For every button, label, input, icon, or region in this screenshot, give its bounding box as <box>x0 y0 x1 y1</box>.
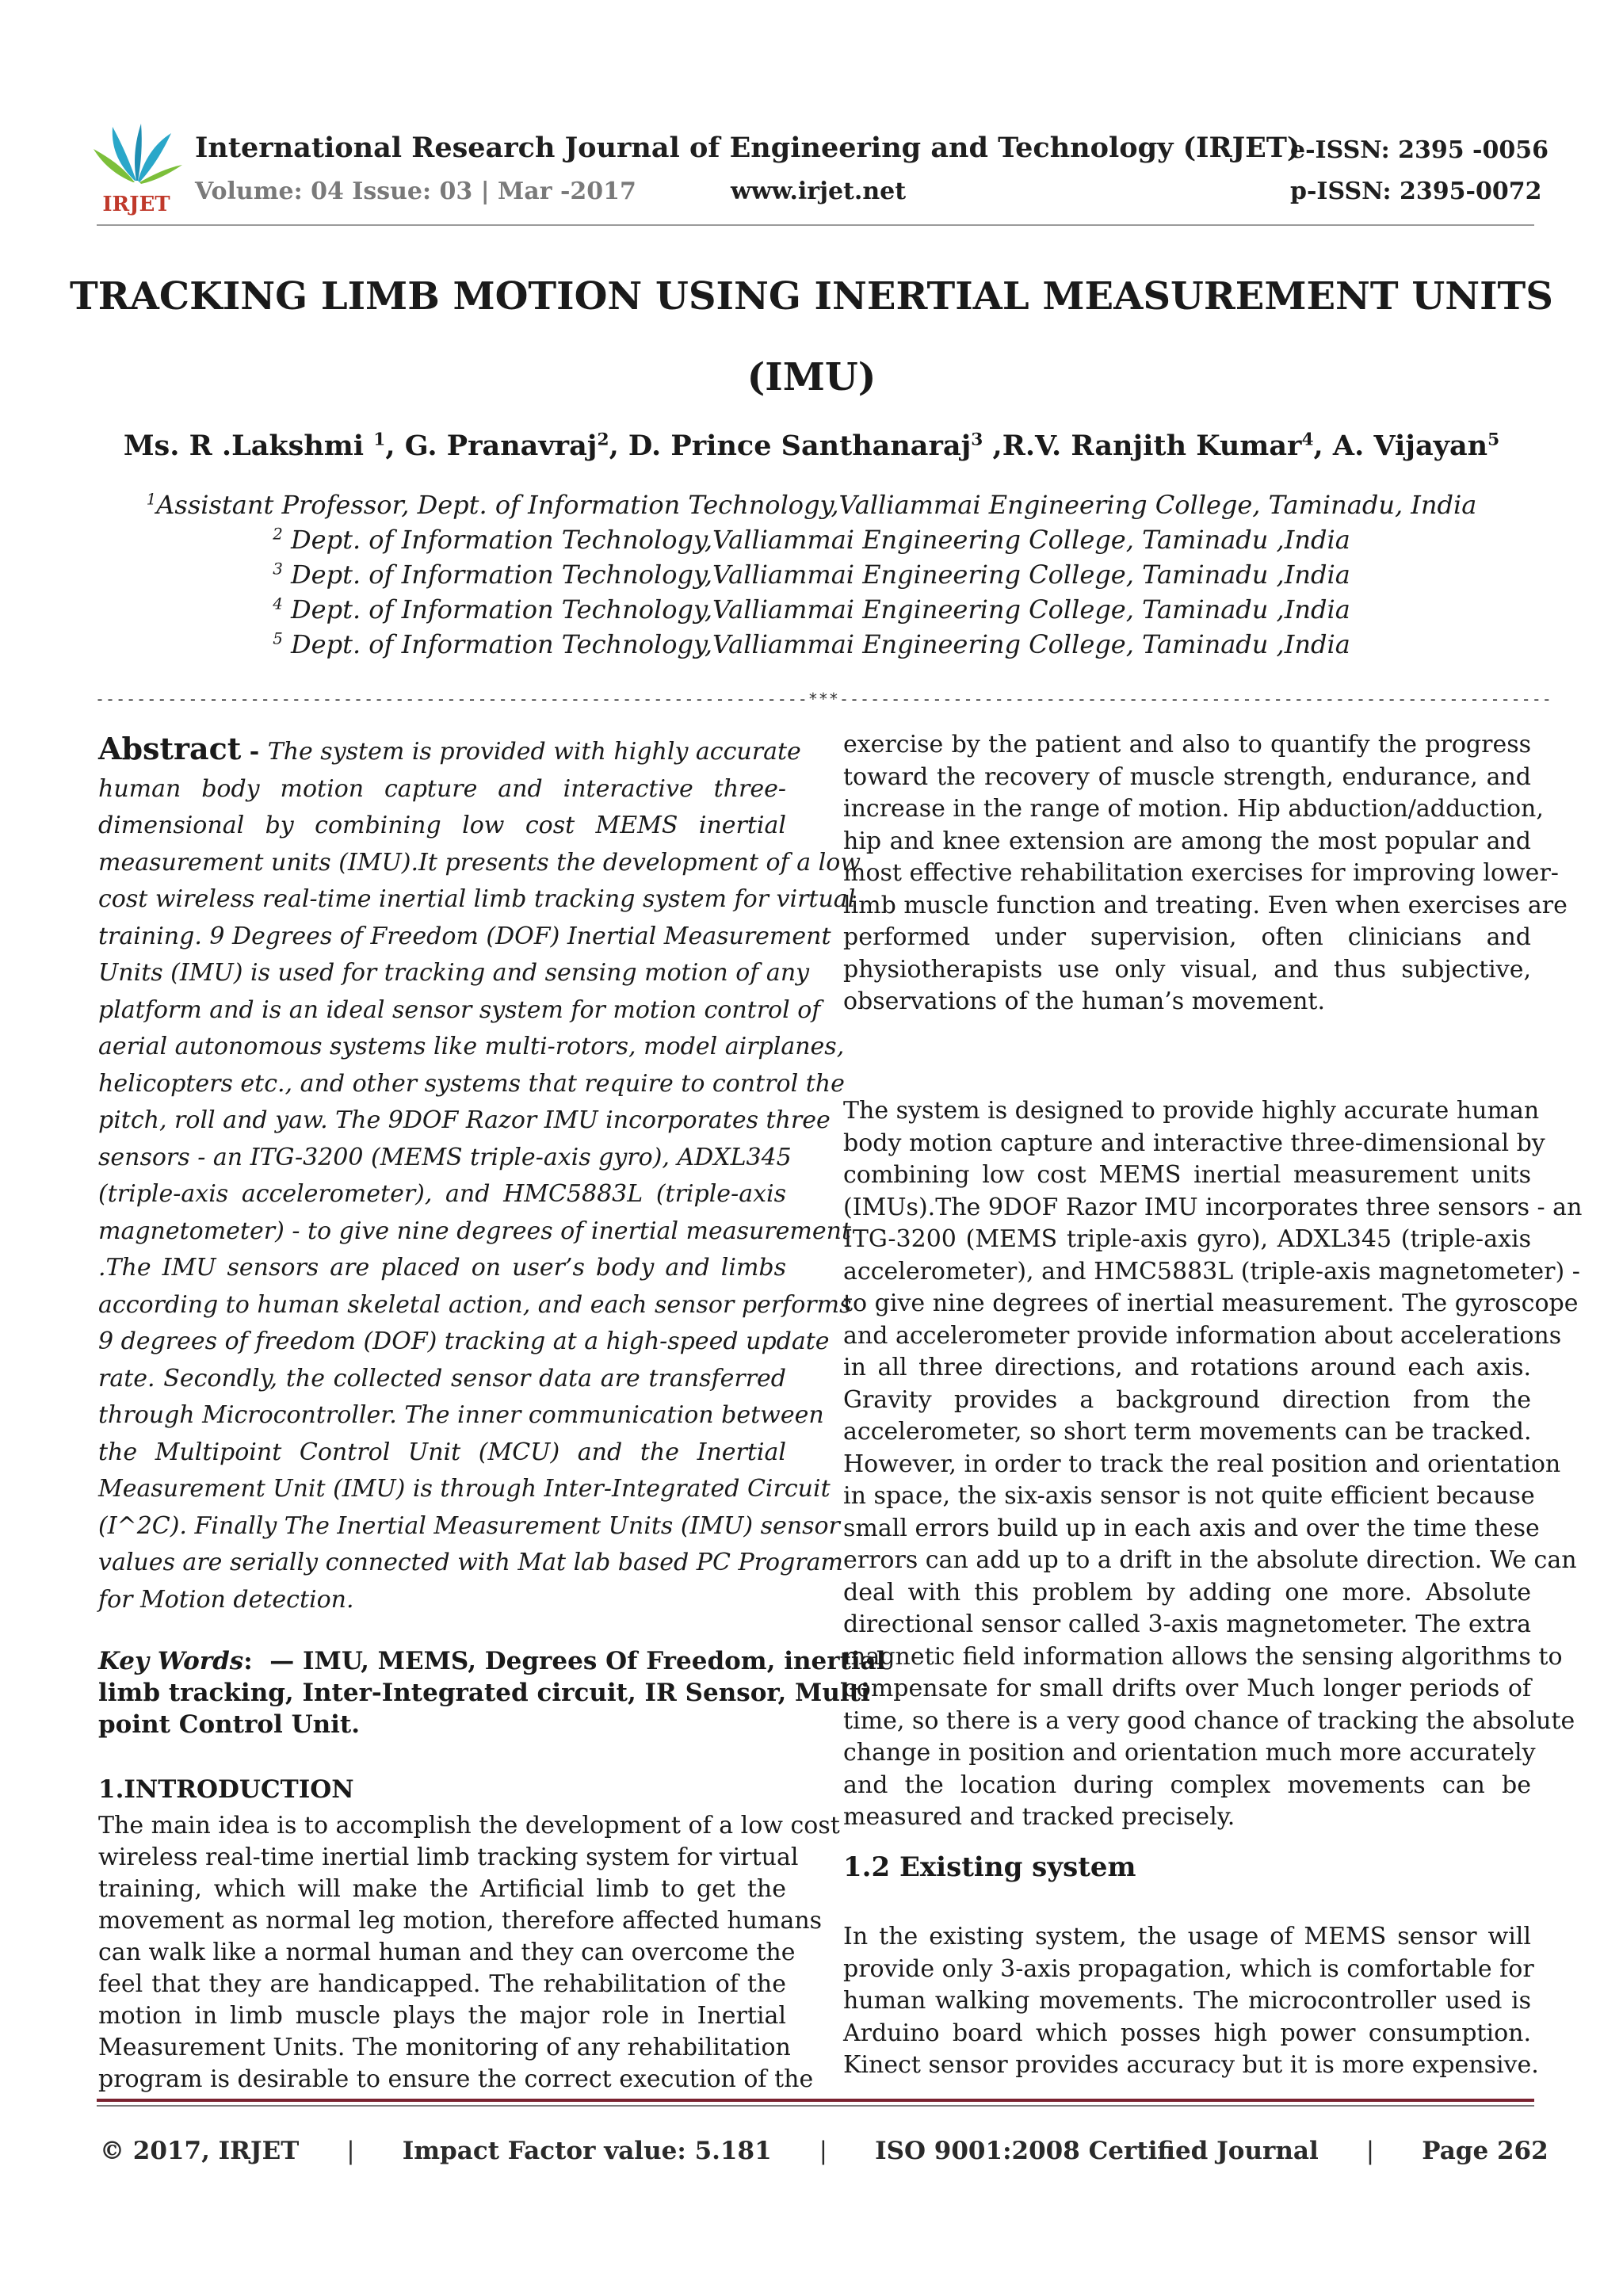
author-list <box>0 430 1623 462</box>
right-para2-line: errors can add up to a drift in the absolute direction. We can <box>843 1546 1577 1574</box>
right-para1-line: observations of the human’s movement. <box>843 988 1326 1015</box>
abstract-line: Units (IMU) is used for tracking and sensing motion of any <box>98 959 810 987</box>
right-para2-line: to give nine degrees of inertial measurement. The gyroscope <box>843 1289 1579 1317</box>
affiliation-5-sup: 5 <box>273 629 283 648</box>
abstract-line: according to human skeletal action, and each sensor performs <box>98 1290 852 1319</box>
volume-issue: Volume: 04 Issue: 03 | Mar -2017 <box>195 178 636 205</box>
right-paragraph-2 <box>843 1095 1583 1834</box>
right-para2-line: Gravity provides a background direction from the <box>843 1385 1531 1414</box>
header-divider <box>97 224 1534 226</box>
journal-name: International Research Journal of Engineering and Technology (IRJET) <box>195 132 1300 164</box>
intro-line: feel that they are handicapped. The rehabilitation of the <box>98 1970 786 1998</box>
right-para2-line: accelerometer), and HMC5883L (triple-axis magnetometer) - <box>843 1257 1580 1286</box>
right-para3-line: provide only 3-axis propagation, which is comfortable for <box>843 1954 1534 1983</box>
affiliation-3-text: Dept. of Information Technology,Valliammai Engineering College, Taminadu ,India <box>282 560 1350 590</box>
abstract-line: (I^2C). Finally The Inertial Measurement Units (IMU) sensor <box>98 1511 840 1540</box>
affiliation-2-sup: 2 <box>273 525 283 544</box>
affiliation-1-text: Assistant Professor, Dept. of Information Technology,Valliammai Engineering College, Taminadu, India <box>156 490 1477 520</box>
abstract-line: cost wireless real-time inertial limb tracking system for virtual <box>98 885 856 913</box>
irjet-logo-icon <box>89 119 184 216</box>
abstract-line: values are serially connected with Mat lab based PC Program <box>98 1549 843 1576</box>
abstract-line: training. 9 Degrees of Freedom (DOF) Inertial Measurement <box>98 922 831 950</box>
affiliation-2-text: Dept. of Information Technology,Valliammai Engineering College, Taminadu ,India <box>282 525 1350 555</box>
footer-separator: | <box>819 2137 828 2165</box>
right-para2-line: and the location during complex movements can be <box>843 1771 1531 1799</box>
affiliation-1-sup: 1 <box>146 490 157 509</box>
abstract-heading: Abstract <box>98 731 242 766</box>
abstract <box>98 731 861 1618</box>
right-para1-line: toward the recovery of muscle strength, endurance, and <box>843 762 1531 791</box>
right-para2-line: The system is designed to provide highly accurate human <box>843 1097 1540 1125</box>
right-para2-line: body motion capture and interactive three-dimensional by <box>843 1129 1545 1157</box>
keywords-line: limb tracking, Inter-Integrated circuit, IR Sensor, Multi <box>98 1679 870 1707</box>
intro-line: program is desirable to ensure the correct execution of the <box>98 2065 814 2093</box>
right-para2-line: accelerometer, so short term movements can be tracked. <box>843 1418 1532 1446</box>
right-para2-line: in all three directions, and rotations around each axis. <box>843 1354 1531 1381</box>
keywords <box>98 1645 886 1740</box>
right-para2-line: magnetic field information allows the sensing algorithms to <box>843 1642 1563 1671</box>
author-4-sup: 4 <box>1301 430 1314 450</box>
right-para3-line: Arduino board which posses high power consumption. <box>843 2019 1531 2047</box>
affiliation-4-text: Dept. of Information Technology,Valliammai Engineering College, Taminadu ,India <box>282 594 1350 625</box>
author-3-sup: 3 <box>971 430 983 450</box>
right-para2-line: However, in order to track the real position and orientation <box>843 1450 1561 1478</box>
author-1-sup: 1 <box>373 430 386 450</box>
right-para2-line: deal with this problem by adding one more. Absolute <box>843 1578 1531 1606</box>
right-para3-line: human walking movements. The microcontroller used is <box>843 1987 1531 2015</box>
intro-line: training, which will make the Artificial limb to get the <box>98 1875 786 1903</box>
intro-line: wireless real-time inertial limb tracking system for virtual <box>98 1843 799 1871</box>
journal-website-link[interactable]: www.irjet.net <box>731 178 907 205</box>
abstract-line: through Microcontroller. The inner communication between <box>98 1401 824 1429</box>
abstract-line: pitch, roll and yaw. The 9DOF Razor IMU incorporates three <box>98 1106 831 1134</box>
right-para2-line: compensate for small drifts over Much longer periods of <box>843 1675 1531 1702</box>
abstract-line: (triple-axis accelerometer), and HMC5883L (triple-axis <box>98 1180 786 1208</box>
author-3: , D. Prince Santhanaraj <box>609 430 972 462</box>
intro-line: movement as normal leg motion, therefore affected humans <box>98 1907 823 1935</box>
right-para1-line: hip and knee extension are among the most popular and <box>843 827 1531 855</box>
intro-line: Measurement Units. The monitoring of any rehabilitation <box>98 2034 791 2061</box>
footer-iso: ISO 9001:2008 Certified Journal <box>875 2137 1319 2165</box>
abstract-line: 9 degrees of freedom (DOF) tracking at a high-speed update <box>98 1328 830 1355</box>
right-para1-line: increase in the range of motion. Hip abduction/adduction, <box>843 795 1544 823</box>
right-para2-line: small errors build up in each axis and over the time these <box>843 1514 1540 1542</box>
abstract-line: dimensional by combining low cost MEMS inertial <box>98 812 786 839</box>
right-para2-line: and accelerometer provide information about accelerations <box>843 1321 1562 1350</box>
abstract-line: sensors - an ITG-3200 (MEMS triple-axis gyro), ADXL345 <box>98 1143 792 1171</box>
paper-title-line-2: (IMU) <box>747 355 876 399</box>
abstract-dash: - <box>241 738 268 766</box>
affiliation-1 <box>0 490 1623 520</box>
intro-line: The main idea is to accomplish the development of a low cost <box>98 1812 840 1839</box>
abstract-line: human body motion capture and interactive three- <box>98 774 786 803</box>
logo-text: IRJET <box>102 193 170 216</box>
abstract-line: magnetometer) - to give nine degrees of inertial measurement <box>98 1217 852 1245</box>
right-para1-line: most effective rehabilitation exercises for improving lower- <box>843 859 1559 887</box>
footer-separator: | <box>346 2137 355 2165</box>
affiliation-5 <box>0 629 1623 659</box>
abstract-line: rate. Secondly, the collected sensor data are transferred <box>98 1364 786 1392</box>
e-issn: e-ISSN: 2395 -0056 <box>1290 136 1549 164</box>
right-para2-line: time, so there is a very good chance of tracking the absolute <box>843 1706 1575 1735</box>
abstract-line: .The IMU sensors are placed on user’s body and limbs <box>98 1254 786 1282</box>
footer-rule-accent <box>97 2099 1534 2102</box>
right-para1-line: physiotherapists use only visual, and thus subjective, <box>843 955 1531 984</box>
keywords-line: — IMU, MEMS, Degrees Of Freedom, inertial <box>269 1647 886 1675</box>
author-4: ,R.V. Ranjith Kumar <box>983 430 1302 462</box>
abstract-line: for Motion detection. <box>98 1585 354 1614</box>
right-paragraph-3 <box>843 1921 1539 2082</box>
right-para1-line: exercise by the patient and also to quantify the progress <box>843 731 1531 758</box>
abstract-line: aerial autonomous systems like multi-rotors, model airplanes, <box>98 1033 845 1060</box>
right-para2-line: ITG-3200 (MEMS triple-axis gyro), ADXL345 (triple-axis <box>843 1225 1531 1253</box>
right-para1-line: limb muscle function and treating. Even when exercises are <box>843 891 1568 919</box>
affiliation-5-text: Dept. of Information Technology,Valliammai Engineering College, Taminadu ,India <box>282 629 1350 659</box>
existing-system-heading: 1.2 Existing system <box>843 1851 1136 1883</box>
keywords-first-line <box>98 1645 886 1677</box>
intro-line: motion in limb muscle plays the major role in Inertial <box>98 2002 786 2030</box>
affiliation-3 <box>0 560 1623 590</box>
right-paragraph-1 <box>843 729 1568 1018</box>
abstract-line: Measurement Unit (IMU) is through Inter-Integrated Circuit <box>98 1475 831 1503</box>
author-2-sup: 2 <box>597 430 609 450</box>
abstract-line: helicopters etc., and other systems that require to control the <box>98 1069 845 1098</box>
abstract-line: the Multipoint Control Unit (MCU) and the Inertial <box>98 1438 786 1466</box>
abstract-line: The system is provided with highly accurate <box>267 738 801 766</box>
keywords-line: point Control Unit. <box>98 1710 361 1739</box>
footer <box>100 2137 1549 2165</box>
right-para2-line: combining low cost MEMS inertial measurement units <box>843 1161 1531 1189</box>
author-5: , A. Vijayan <box>1313 430 1488 462</box>
keywords-colon: : <box>243 1647 253 1675</box>
right-para2-line: measured and tracked precisely. <box>843 1803 1235 1831</box>
footer-rule <box>97 2105 1534 2107</box>
right-para1-line: performed under supervision, often clinicians and <box>843 923 1531 951</box>
right-para2-line: change in position and orientation much more accurately <box>843 1739 1536 1767</box>
paper-title-line-1: TRACKING LIMB MOTION USING INERTIAL MEASUREMENT UNITS <box>70 274 1553 319</box>
abstract-first-line <box>98 731 801 771</box>
right-para2-line: (IMUs).The 9DOF Razor IMU incorporates three sensors - an <box>843 1193 1583 1221</box>
intro-line: can walk like a normal human and they can overcome the <box>98 1939 796 1966</box>
p-issn: p-ISSN: 2395-0072 <box>1290 178 1542 205</box>
footer-page-number: Page 262 <box>1422 2137 1549 2165</box>
introduction-body <box>98 1810 840 2095</box>
keywords-label: Key Words <box>98 1647 244 1675</box>
footer-copyright: © 2017, IRJET <box>100 2137 300 2165</box>
section-separator: ---------------------------------------------------------------------***--------------------------------------------------------------------- <box>95 690 1552 709</box>
footer-separator: | <box>1365 2137 1375 2165</box>
author-1: Ms. R .Lakshmi <box>123 430 374 462</box>
abstract-line: measurement units (IMU).It presents the development of a low <box>98 848 861 877</box>
right-para3-line: Kinect sensor provides accuracy but it is more expensive. <box>843 2051 1539 2079</box>
right-para2-line: in space, the six-axis sensor is not quite efficient because <box>843 1482 1535 1510</box>
footer-impact-factor: Impact Factor value: 5.181 <box>402 2137 772 2165</box>
right-para3-line: In the existing system, the usage of MEMS sensor will <box>843 1923 1531 1950</box>
author-5-sup: 5 <box>1487 430 1500 450</box>
affiliation-4-sup: 4 <box>273 594 283 613</box>
affiliation-4 <box>0 594 1623 625</box>
right-para2-line: directional sensor called 3-axis magnetometer. The extra <box>843 1610 1531 1638</box>
affiliation-3-sup: 3 <box>273 560 283 579</box>
affiliation-2 <box>0 525 1623 555</box>
introduction-heading: 1.INTRODUCTION <box>98 1775 354 1804</box>
abstract-line: platform and is an ideal sensor system for motion control of <box>98 995 821 1024</box>
author-2: , G. Pranavraj <box>385 430 598 462</box>
